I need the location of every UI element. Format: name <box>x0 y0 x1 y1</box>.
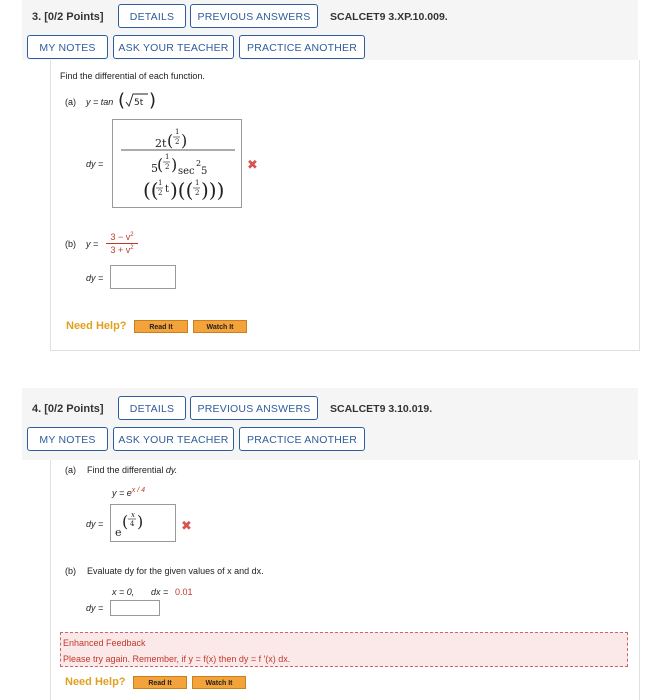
q4-enhanced-feedback <box>60 632 628 667</box>
svg-text:)((: )(( <box>170 178 194 202</box>
q3-watch-it-button[interactable]: Watch It <box>193 320 247 333</box>
svg-text:))): ))) <box>201 178 225 202</box>
q3-part-b-den-exp: 2 <box>130 245 134 251</box>
q4-given-dx-value: 0.01 <box>175 587 193 597</box>
q4-ans-n: x <box>131 511 135 519</box>
svg-text:((: (( <box>143 178 159 202</box>
q3-part-b-label: (b) <box>65 239 76 249</box>
q3-ans-num-base: 2t <box>155 137 167 150</box>
svg-text:(: ( <box>157 155 164 174</box>
q4-details-button[interactable]: DETAILS <box>118 396 186 420</box>
q4-part-b-label: (b) <box>65 566 76 576</box>
q3-ans-den-sec-arg: 5 <box>201 166 208 177</box>
q3-body <box>50 60 640 351</box>
q3-part-b-den: 3 + v <box>110 245 131 255</box>
q3-ans-den2-d1: 2 <box>158 189 163 197</box>
q3-part-b-num: 3 − v <box>110 232 131 242</box>
q4-ans-base: e <box>115 526 122 539</box>
q4-part-a-text: Find the differential dy. <box>87 465 178 475</box>
q3-ans-den2-d2: 2 <box>195 189 200 197</box>
q4-feedback-text: Please try again. Remember, if y = f(x) then dy = f ′(x) dx. <box>63 654 291 664</box>
q3-previous-answers-button[interactable]: PREVIOUS ANSWERS <box>190 4 318 28</box>
q3-part-a-func: y = tan <box>86 97 114 107</box>
q4-part-b-text: Evaluate dy for the given values of x and dx. <box>87 566 264 576</box>
q4-ans-d: 4 <box>130 520 135 528</box>
q4-answer-a-expression <box>111 505 175 541</box>
q3-instruction: Find the differential of each function. <box>60 71 205 81</box>
q4-given-x: x = 0, <box>112 587 135 597</box>
q4-previous-answers-button[interactable]: PREVIOUS ANSWERS <box>190 396 318 420</box>
q4-header <box>22 388 638 460</box>
svg-text:(: ( <box>122 512 129 531</box>
svg-text:): ) <box>171 155 178 174</box>
svg-text:(: ( <box>167 131 174 150</box>
q3-ask-teacher-button[interactable]: ASK YOUR TEACHER <box>113 35 234 59</box>
q4-answer-a-box[interactable] <box>110 504 176 542</box>
q4-dy-b-label: dy = <box>86 603 104 613</box>
q4-given-dx: dx = <box>151 587 169 597</box>
q3-header <box>22 0 638 60</box>
q4-part-a-label: (a) <box>65 465 76 475</box>
q3-ans-den-exp-n: 1 <box>165 153 170 161</box>
q3-part-b-fraction <box>106 232 138 255</box>
q3-dy-a-label: dy = <box>86 159 104 169</box>
q3-ans-den-exp-d: 2 <box>165 163 170 171</box>
q3-dy-b-label: dy = <box>86 273 104 283</box>
q4-practice-another-button[interactable]: PRACTICE ANOTHER <box>239 427 365 451</box>
q3-part-b-num-exp: 2 <box>130 232 134 238</box>
q3-ans-den-base: 5 <box>151 162 158 175</box>
q3-ans-den2-n1: 1 <box>158 179 163 187</box>
q3-ans-den-sec-exp: 2 <box>196 159 202 168</box>
q3-part-a-sqrt-expression <box>118 90 158 112</box>
svg-text:): ) <box>149 90 157 111</box>
q4-read-it-button[interactable]: Read It <box>133 676 187 689</box>
svg-text:): ) <box>137 512 144 531</box>
q3-code: SCALCET9 3.XP.10.009. <box>330 11 448 23</box>
q4-watch-it-button[interactable]: Watch It <box>192 676 246 689</box>
q4-function: $y = e^{x / 4}$ <box>112 487 145 498</box>
q4-code: SCALCET9 3.10.019. <box>330 403 433 415</box>
q3-answer-a-incorrect-icon: ✖ <box>247 157 258 172</box>
q4-feedback-title: Enhanced Feedback <box>63 638 146 648</box>
q4-answer-a-incorrect-icon: ✖ <box>181 518 192 533</box>
q3-answer-a-expression <box>113 120 241 207</box>
svg-text:): ) <box>181 131 188 150</box>
q3-read-it-button[interactable]: Read It <box>134 320 188 333</box>
q4-need-help: Need Help? <box>65 676 126 688</box>
q3-answer-b-input[interactable] <box>110 265 176 289</box>
q3-ans-den2-t: t <box>165 184 170 195</box>
q3-details-button[interactable]: DETAILS <box>118 4 186 28</box>
q3-number: 3. [0/2 Points] <box>32 11 104 23</box>
svg-text:(: ( <box>118 90 126 111</box>
q3-practice-another-button[interactable]: PRACTICE ANOTHER <box>239 35 365 59</box>
q3-part-a-label: (a) <box>65 97 76 107</box>
q4-dy-a-label: dy = <box>86 519 104 529</box>
q4-my-notes-button[interactable]: MY NOTES <box>27 427 108 451</box>
q3-part-b-y: y = <box>86 239 99 249</box>
q3-need-help: Need Help? <box>66 320 127 332</box>
q3-part-a-inner: 5t <box>134 98 144 108</box>
q3-my-notes-button[interactable]: MY NOTES <box>27 35 108 59</box>
q4-answer-b-input[interactable] <box>110 600 160 616</box>
q4-number: 4. [0/2 Points] <box>32 403 104 415</box>
q4-ask-teacher-button[interactable]: ASK YOUR TEACHER <box>113 427 234 451</box>
q3-answer-a-box[interactable] <box>112 119 242 208</box>
q3-ans-num-exp-d: 2 <box>175 138 180 146</box>
q3-ans-den2-n2: 1 <box>195 179 200 187</box>
q3-ans-den-sec: sec <box>178 166 195 177</box>
q3-ans-num-exp-n: 1 <box>175 128 180 136</box>
